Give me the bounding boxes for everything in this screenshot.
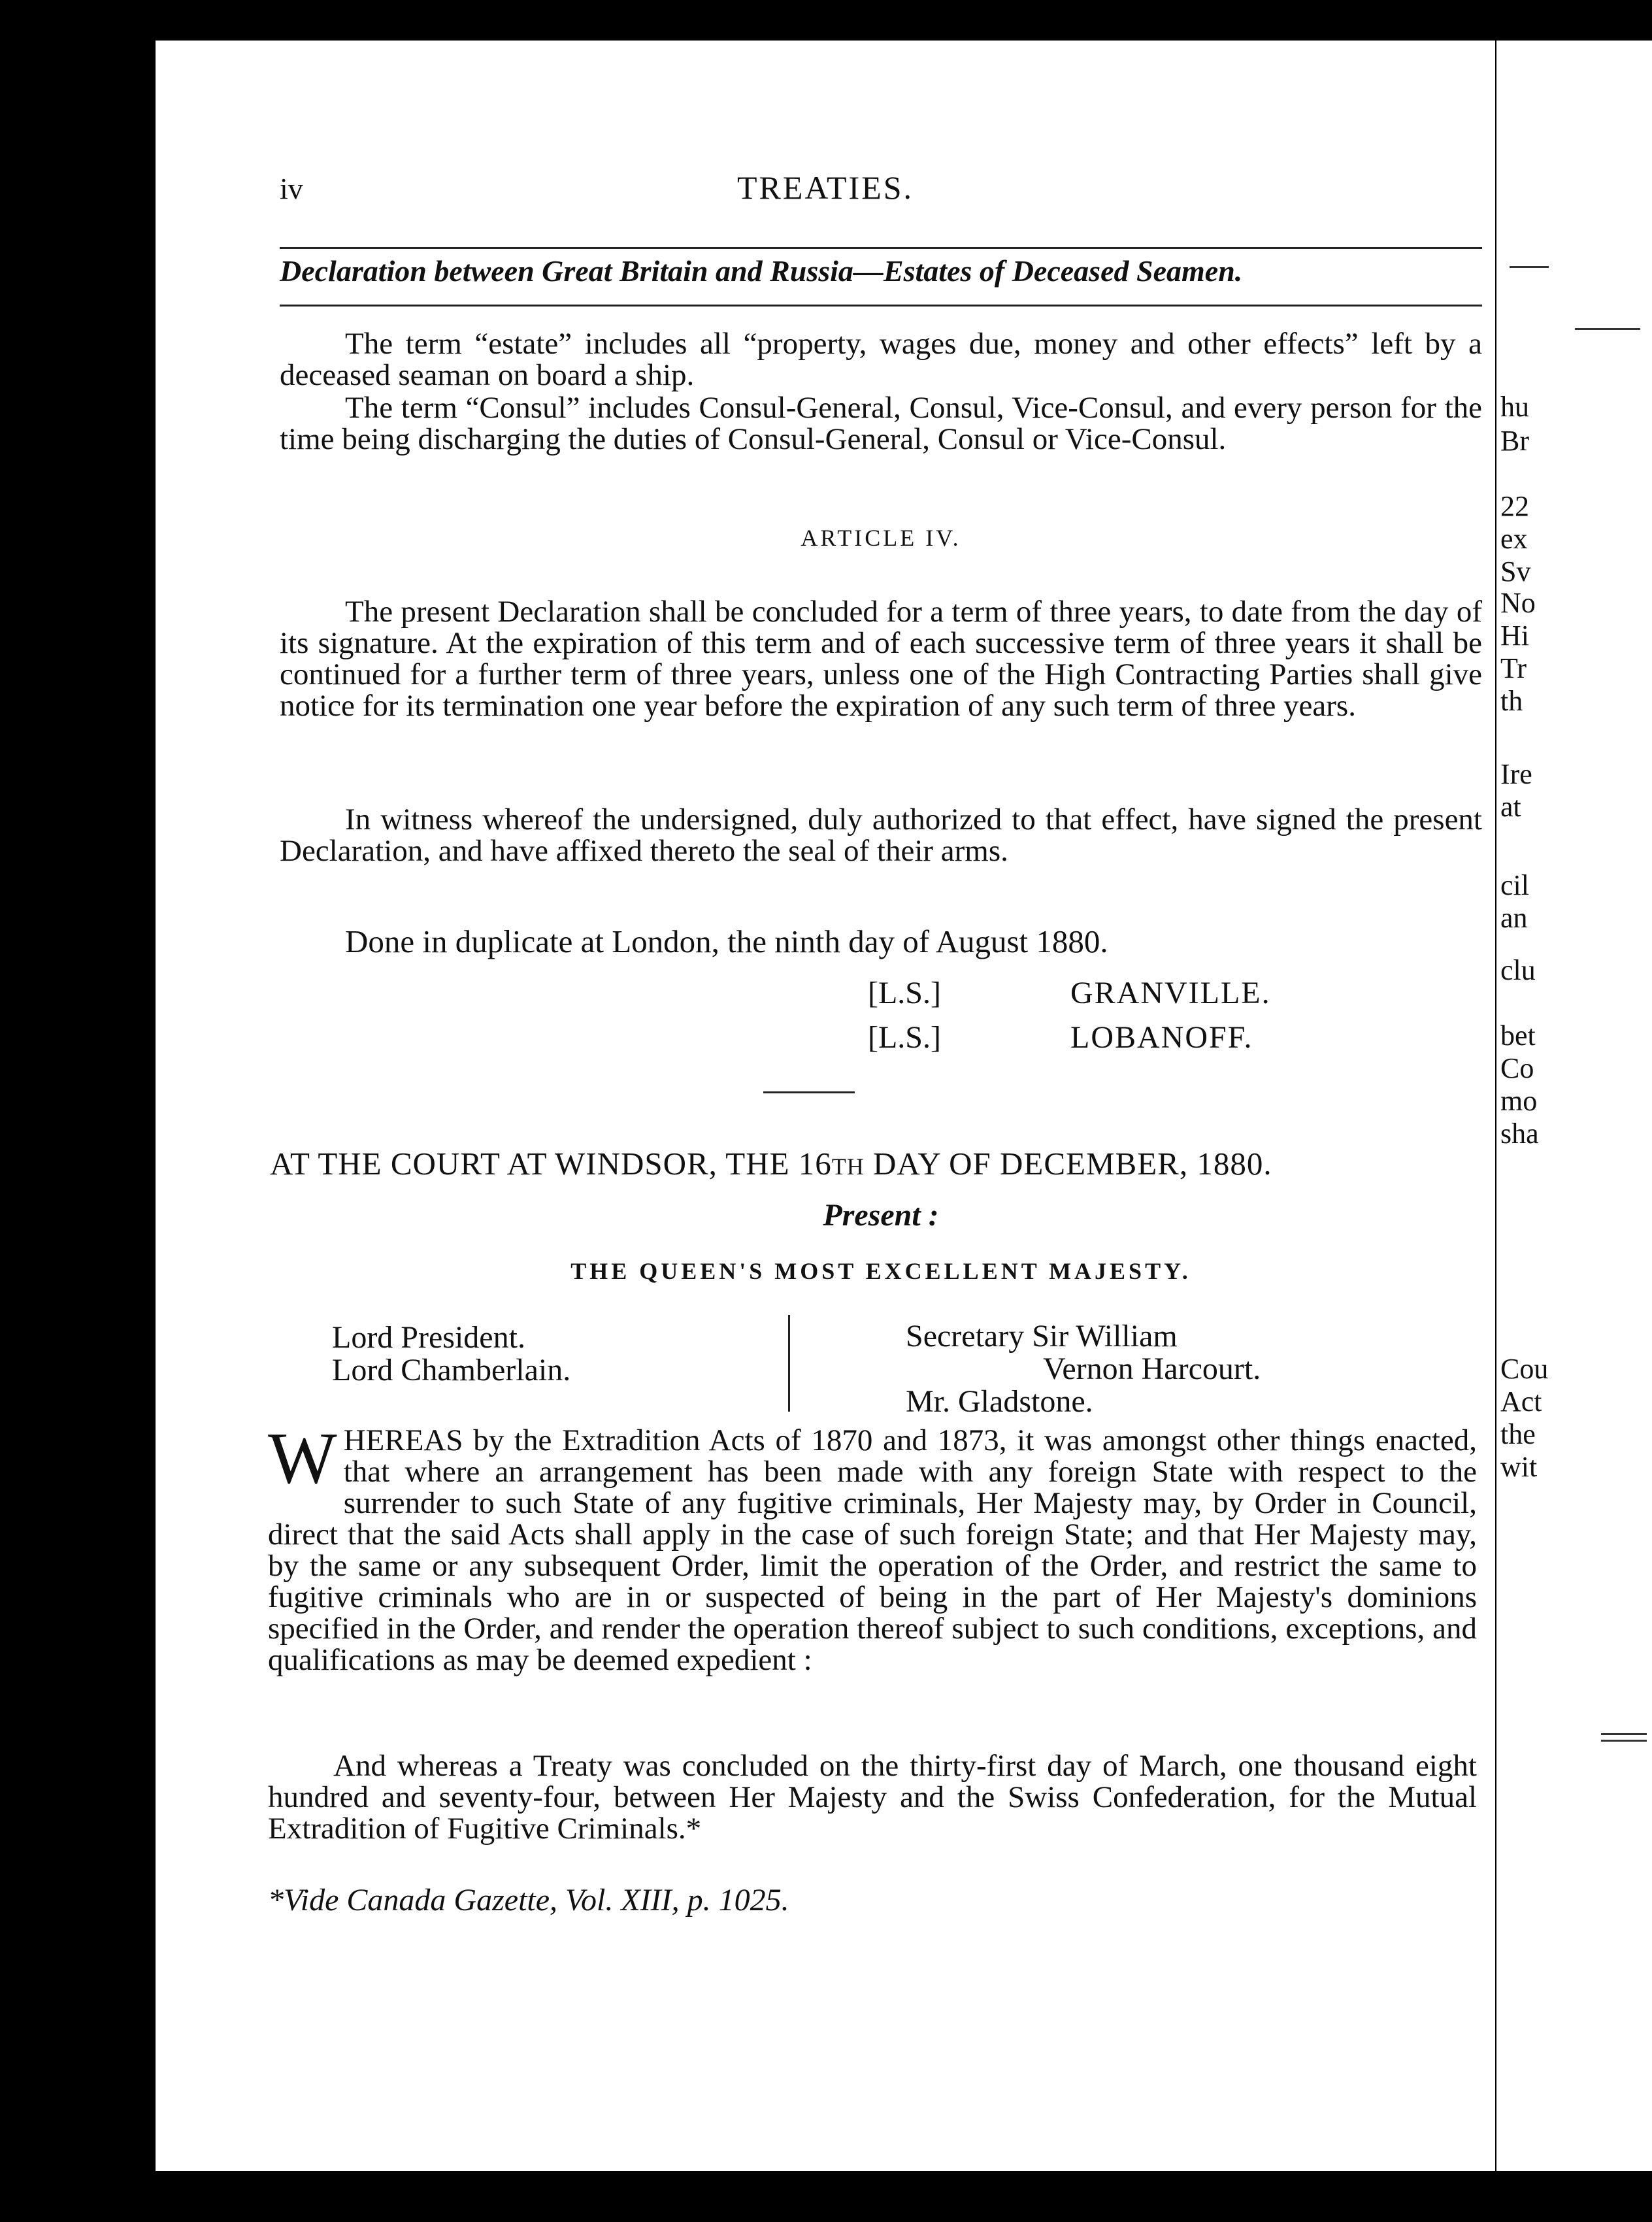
signatory-2: LOBANOFF.	[1070, 1020, 1253, 1055]
adjacent-page-fragment: th	[1500, 685, 1523, 717]
council-member-continued: Vernon Harcourt.	[1043, 1351, 1261, 1386]
council-member: Mr. Gladstone.	[906, 1384, 1093, 1419]
page-number: iv	[280, 172, 303, 205]
council-member: Lord Chamberlain.	[332, 1353, 571, 1387]
adjacent-page-fragment: 22	[1500, 490, 1529, 522]
seal-1: [L.S.]	[868, 976, 941, 1010]
court-heading-part2: DAY OF DECEMBER, 1880.	[864, 1146, 1272, 1182]
adjacent-page-fragment: cil	[1500, 869, 1529, 901]
article-heading: ARTICLE IV.	[801, 525, 961, 551]
definition-estate: The term “estate” includes all “property, wages due, money and other effects” left by a deceased seaman on board a ship.	[280, 327, 1482, 392]
adjacent-rule	[1601, 1733, 1647, 1735]
majesty-line: THE QUEEN'S MOST EXCELLENT MAJESTY.	[570, 1258, 1191, 1284]
article-text: The present Declaration shall be concluded for a term of three years, to date from the day of its signature. At the expiration of this term and of each successive term of three years it shall be continued for a further term of three years, unless one of the High Contracting Parties shall give notice for its termination one year before the expiration of any such term of three years.	[280, 595, 1482, 723]
adjacent-page-fragment: an	[1500, 902, 1528, 934]
whereas-paragraph	[268, 1418, 1477, 1677]
court-heading-part1: AT THE COURT AT WINDSOR, THE 16	[270, 1146, 832, 1182]
running-title: TREATIES.	[737, 169, 914, 206]
adjacent-page-fragment: Ire	[1500, 758, 1532, 790]
council-left	[332, 1321, 570, 1387]
adjacent-page-fragment: Cou	[1500, 1353, 1549, 1385]
drop-cap: W	[268, 1418, 337, 1499]
court-heading-sup: TH	[831, 1153, 865, 1180]
court-heading	[270, 1145, 1492, 1182]
whereas-text: HEREAS by the Extradition Acts of 1870 and 1873, it was amongst other things enacted, that where an arrangement has been made with any foreign State with respect to the surrender to such State of any fugitive criminals, Her Majesty may, by Order in Council, direct that the said Acts shall apply in the case of such foreign State; and that Her Majesty may, by the same or any subsequent Order, limit the operation of the Order, and restrict the same to fugitive criminals who are in or suspected of being in the part of Her Majesty's dominions specified in the Order, and render the operation thereof subject to such conditions, exceptions, and qualifications as may be deemed expedient :	[268, 1423, 1477, 1677]
and-whereas-text: And whereas a Treaty was concluded on the thirty-first day of March, one thousand eight hundred and seventy-four, between Her Majesty and the Swiss Confederation, for the Mutual Extradition of Fugitive Criminals.*	[268, 1749, 1477, 1846]
adjacent-rule	[1575, 328, 1640, 330]
seal-2: [L.S.]	[868, 1020, 941, 1055]
adjacent-page-fragment: at	[1500, 791, 1521, 823]
adjacent-page-fragment: Hi	[1500, 620, 1529, 652]
definition-consul: The term “Consul” includes Consul-General, Consul, Vice-Consul, and every person for the time being discharging the duties of Consul-General, Consul or Vice-Consul.	[280, 391, 1482, 456]
adjacent-page-fragment: No	[1500, 587, 1536, 619]
adjacent-rule	[1601, 1740, 1647, 1742]
done-date: Done in duplicate at London, the ninth day of August 1880.	[345, 923, 1108, 959]
subtitle-rule	[280, 305, 1482, 307]
section-divider	[763, 1091, 855, 1093]
adjacent-page-fragment: bet	[1500, 1020, 1536, 1052]
adjacent-page-fragment: Co	[1500, 1052, 1534, 1084]
adjacent-page-fragment: wit	[1500, 1451, 1538, 1483]
adjacent-page-fragment: mo	[1500, 1085, 1538, 1117]
council-member: Secretary Sir William	[906, 1319, 1178, 1353]
section-subtitle: Declaration between Great Britain and Russia—Estates of Deceased Seamen.	[280, 254, 1243, 288]
adjacent-page-fragment: clu	[1500, 954, 1536, 986]
header-rule	[280, 247, 1482, 249]
council-member: Lord President.	[332, 1320, 525, 1355]
adjacent-page-fragment: Act	[1500, 1385, 1542, 1418]
adjacent-page	[1496, 41, 1652, 2171]
adjacent-page-fragment: Tr	[1500, 652, 1527, 684]
footnote: *Vide Canada Gazette, Vol. XIII, p. 1025.	[268, 1883, 789, 1917]
adjacent-page-fragment: hu	[1500, 391, 1529, 423]
adjacent-page-fragment: sha	[1500, 1118, 1539, 1150]
adjacent-page-fragment: the	[1500, 1418, 1536, 1450]
signatory-1: GRANVILLE.	[1070, 976, 1271, 1010]
witness-clause: In witness whereof the undersigned, duly authorized to that effect, have signed the present Declaration, and have affixed thereto the seal of their arms.	[280, 803, 1482, 868]
adjacent-page-fragment: Sv	[1500, 556, 1531, 588]
council-divider	[788, 1315, 790, 1412]
adjacent-page-fragment: Br	[1500, 425, 1529, 457]
document-page	[156, 41, 1495, 2171]
present-label: Present :	[823, 1198, 939, 1233]
adjacent-rule	[1510, 266, 1549, 268]
adjacent-page-fragment: ex	[1500, 523, 1528, 555]
council-right	[906, 1320, 1261, 1418]
